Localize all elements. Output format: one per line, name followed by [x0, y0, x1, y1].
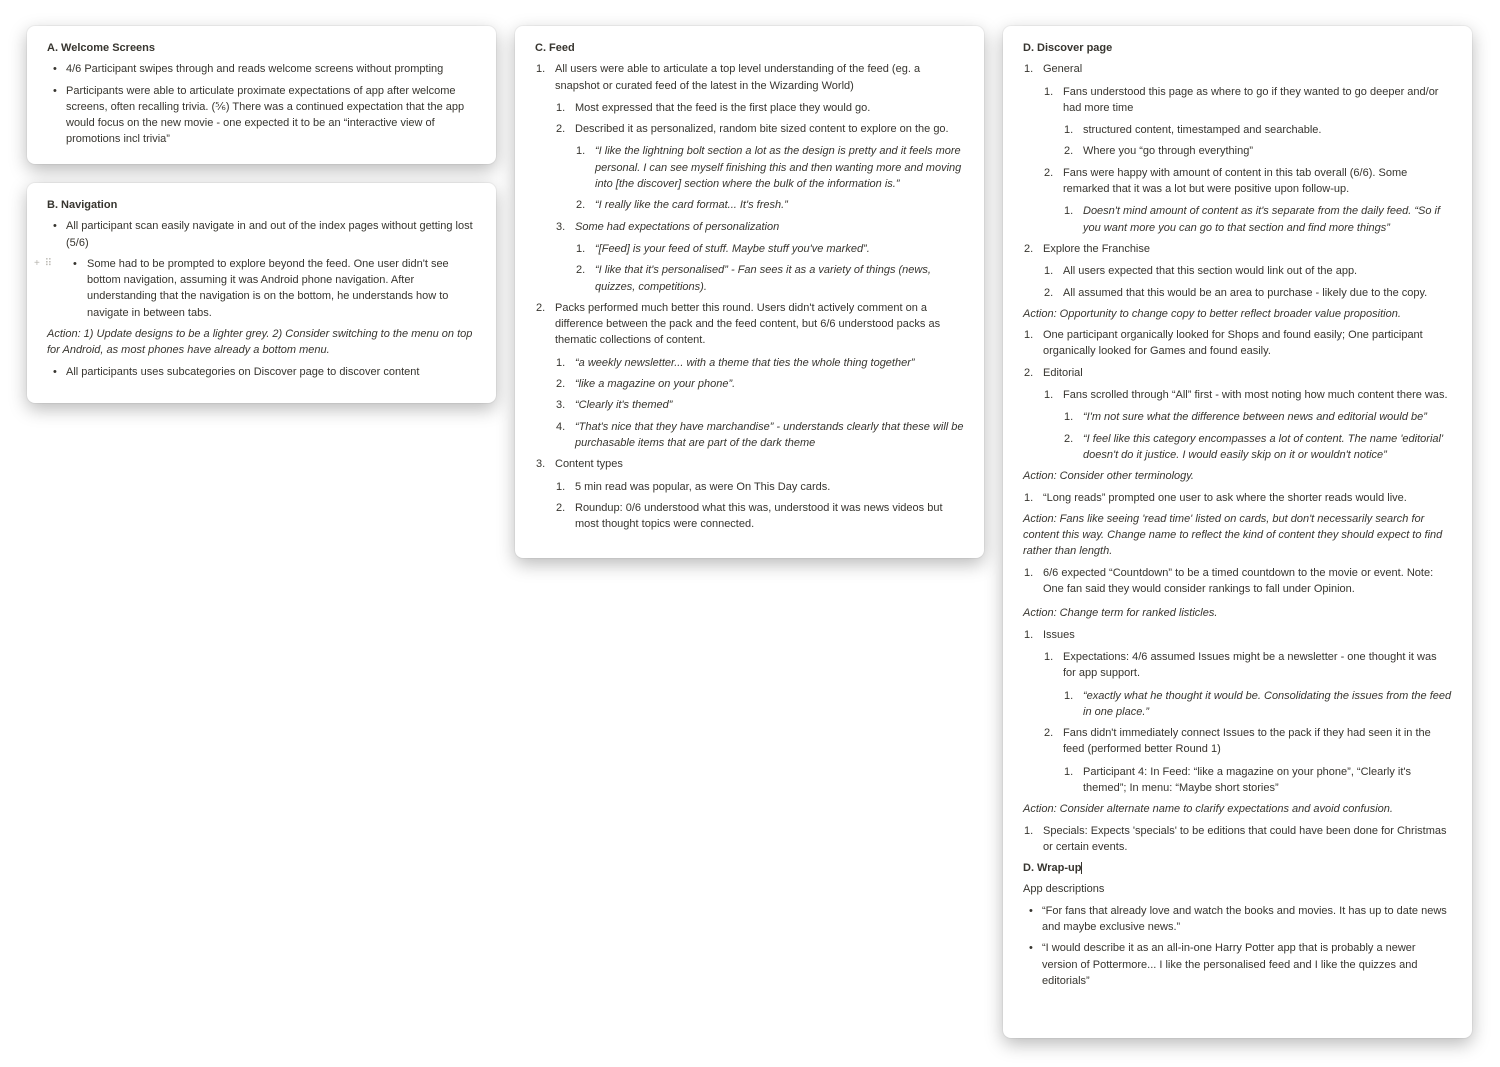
- section-heading: A. Welcome Screens: [47, 42, 156, 54]
- discover-card: [1003, 26, 1472, 1038]
- numbered-list: [1043, 263, 1452, 301]
- action-note: Action: Consider alternate name to clarify expectations and avoid confusion.: [1023, 803, 1393, 816]
- numbered-list: [1023, 61, 1452, 301]
- list-item: 2. “I feel like this category encompasses a lot of content. The name 'editorial' doesn't do it justice. I would easily skip on it or wouldn't notice”: [1064, 432, 1444, 461]
- list-item: 1. “I like the lightning bolt section a lot as the design is pretty and it feels more personal. I can see myself finishing this and then wanting more and moving into [the discover] section where the bulk of the information is.”: [576, 145, 962, 191]
- list-item: 2. All assumed that this would be an area to purchase - likely due to the copy.: [1044, 286, 1428, 299]
- section-heading: D. Discover page: [1023, 42, 1113, 54]
- action-note: Action: Consider other terminology.: [1023, 470, 1194, 483]
- numbered-list: [555, 100, 964, 295]
- numbered-list: [535, 61, 964, 532]
- numbered-list: [1043, 84, 1452, 236]
- numbered-list: [1063, 764, 1452, 797]
- list-item[interactable]: + ⠿ • Some had to be prompted to explore beyond the feed. One user didn't see bottom navigation, assuming it was Android phone navigation. After understanding that the navigation is on the bottom, he understands how to navigate in between tabs.: [34, 257, 449, 319]
- list-item: 2. “I really like the card format... It's fresh.”: [576, 199, 788, 212]
- numbered-list: [1063, 688, 1452, 721]
- bullet-icon: •: [73, 257, 77, 270]
- numbered-list: [575, 241, 964, 295]
- navigation-card: [27, 183, 496, 403]
- numbered-list: [1043, 649, 1452, 796]
- feed-card: [515, 26, 984, 558]
- numbered-list: [1063, 122, 1452, 160]
- list-item: 1. “a weekly newsletter... with a theme that ties the whole thing together”: [556, 356, 915, 369]
- action-note: Action: Change term for ranked listicles.: [1023, 607, 1218, 620]
- list-item: 1. Issues 1. Expectations: 4/6 assumed Issues might be a newsletter - one thought it was for app support. 1. “exactly what he thought it would be. Consolidating the issues from the feed in one place.” 2. Fans didn't immediately connect Issues to the pack if they had seen it in the feed (performed better Round 1) 1. Participant 4: In Feed: “like a magazine on your phone”, “Clearly it's themed”; In menu: “Maybe short stories”: [1023, 627, 1452, 797]
- list-item: 1. “I'm not sure what the difference between news and editorial would be”: [1064, 411, 1427, 424]
- bullet-icon: •: [53, 365, 57, 378]
- bullet-icon: •: [1029, 942, 1033, 955]
- list-item: 1. All users expected that this section would link out of the app.: [1044, 265, 1358, 278]
- list-item: • All participants uses subcategories on Discover page to discover content: [47, 364, 476, 380]
- list-item: 1. Participant 4: In Feed: “like a magazine on your phone”, “Clearly it's themed”; In menu: “Maybe short stories”: [1064, 765, 1411, 794]
- list-item: 1. “[Feed] is your feed of stuff. Maybe stuff you've marked”.: [576, 242, 870, 255]
- list-item: 2. Packs performed much better this round. Users didn't actively comment on a difference between the pack and the feed content, but 6/6 understood packs as thematic collections of content. 1. “a weekly newsletter... with a theme that ties the whole thing together” 2. “like a magazine on your phone”. 3. “Clearly it's themed” 4. “That's nice that they have marchandise” - understands clearly that these will be purchasable items that are part of the dark theme: [535, 300, 964, 451]
- numbered-list: [575, 143, 964, 213]
- list-item: 2. Editorial 1. Fans scrolled through “All” first - with most noting how much content there was. 1. “I'm not sure what the difference between news and editorial would be” 2. “I feel like this category encompasses a lot of content. The name 'editorial' doesn't do it justice. I would easily skip on it or wouldn't notice”: [1023, 365, 1452, 463]
- list-item: 3. Some had expectations of personalization 1. “[Feed] is your feed of stuff. Maybe stuff you've marked”. 2. “I like that it's personalised” - Fan sees it as a variety of things (news, quizzes, competitions).: [555, 219, 964, 295]
- list-item: 1. Doesn't mind amount of content as it's separate from the daily feed. “So if you want more you can go to that section and find more things”: [1064, 205, 1440, 234]
- list-item: 4. “That's nice that they have marchandise” - understands clearly that these will be purchasable items that are part of the dark theme: [556, 420, 964, 449]
- list-item: 2. Fans didn't immediately connect Issues to the pack if they had seen it in the feed (performed better Round 1) 1. Participant 4: In Feed: “like a magazine on your phone”, “Clearly it's themed”; In menu: “Maybe short stories”: [1043, 725, 1452, 796]
- bullet-list: [1023, 903, 1452, 989]
- list-item: 2. Fans were happy with amount of content in this tab overall (6/6). Some remarked that it was a lot but were positive upon follow-up. 1. Doesn't mind amount of content as it's separate from the daily feed. “So if you want more you can go to that section and find more things”: [1043, 165, 1452, 236]
- numbered-list: [1063, 409, 1452, 463]
- bullet-icon: •: [53, 84, 57, 97]
- drag-handle-icon[interactable]: + ⠿: [34, 257, 53, 269]
- list-item: 2. Explore the Franchise 1. All users expected that this section would link out of the app. 2. All assumed that this would be an area to purchase - likely due to the copy.: [1023, 241, 1452, 301]
- list-item: 1. Fans understood this page as where to go if they wanted to go deeper and/or had more time 1. structured content, timestamped and searchable. 2. Where you “go through everything”: [1043, 84, 1452, 160]
- bullet-list: [47, 218, 476, 251]
- list-item: 1. All users were able to articulate a top level understanding of the feed (eg. a snapshot or curated feed of the latest in the Wizarding World) 1. Most expressed that the feed is the first place they would go. 2. Described it as personalized, random bite sized content to explore on the go. 1. “I like the lightning bolt section a lot as the design is pretty and it feels more personal. I can see myself finishing this and then wanting more and moving into [the discover] section where the bulk of the information is.” 2. “I really like the card format... It's fresh.” 3. Some had expectations of personalization 1. “[Feed] is your feed of stuff. Maybe stuff you've marked”. 2. “I like that it's personalised” - Fan sees it as a variety of things (news, quizzes, competitions).: [535, 61, 964, 295]
- list-item: 1. “Long reads” prompted one user to ask where the shorter reads would live.: [1024, 491, 1407, 504]
- numbered-list: [1043, 387, 1452, 463]
- list-item: 1. Expectations: 4/6 assumed Issues might be a newsletter - one thought it was for app support. 1. “exactly what he thought it would be. Consolidating the issues from the feed in one place.”: [1043, 649, 1452, 720]
- numbered-list: [1023, 565, 1452, 598]
- list-item: 1. One participant organically looked for Shops and found easily; One participant organically looked for Games and found easily.: [1024, 329, 1423, 358]
- list-item: 2. Described it as personalized, random bite sized content to explore on the go. 1. “I like the lightning bolt section a lot as the design is pretty and it feels more personal. I can see myself finishing this and then wanting more and moving into [the discover] section where the bulk of the information is.” 2. “I really like the card format... It's fresh.”: [555, 121, 964, 213]
- list-item: 2. Where you “go through everything”: [1064, 145, 1253, 158]
- list-item: • 4/6 Participant swipes through and reads welcome screens without prompting: [47, 61, 476, 77]
- bullet-list: [47, 61, 476, 147]
- section-heading: C. Feed: [535, 42, 575, 54]
- text-cursor: [1081, 862, 1082, 874]
- numbered-list: [1023, 823, 1452, 856]
- list-item: 2. Roundup: 0/6 understood what this was, understood it was news videos but most thought topics were connected.: [556, 501, 943, 531]
- list-item: 3. “Clearly it's themed”: [556, 399, 673, 412]
- list-item: 1. Specials: Expects 'specials' to be editions that could have been done for Christmas or certain events.: [1024, 824, 1447, 853]
- list-item: 2. “like a magazine on your phone”.: [556, 378, 736, 391]
- bullet-list: [34, 256, 476, 321]
- bullet-icon: •: [53, 220, 57, 233]
- section-heading: B. Navigation: [47, 199, 118, 211]
- action-note: Action: Fans like seeing 'read time' listed on cards, but don't necessarily search for content this way. Change name to reflect the kind of content they should expect to find rather than length.: [1023, 512, 1443, 558]
- numbered-list: [1023, 627, 1452, 797]
- numbered-list: [1023, 327, 1452, 463]
- numbered-list: [555, 479, 964, 533]
- list-item: 1. Fans scrolled through “All” first - with most noting how much content there was. 1. “I'm not sure what the difference between news and editorial would be” 2. “I feel like this category encompasses a lot of content. The name 'editorial' doesn't do it justice. I would easily skip on it or wouldn't notice”: [1043, 387, 1452, 463]
- list-item: 3. Content types 1. 5 min read was popular, as were On This Day cards. 2. Roundup: 0/6 understood what this was, understood it was news videos but most thought topics were connected.: [535, 456, 964, 532]
- list-item: • “I would describe it as an all-in-one Harry Potter app that is probably a newer version of Pottermore... I like the personalised feed and I like the quizzes and editorials”: [1029, 942, 1418, 987]
- numbered-list: [1063, 203, 1452, 236]
- list-item: 1. 5 min read was popular, as were On This Day cards.: [556, 480, 831, 493]
- action-note: Action: Opportunity to change copy to better reflect broader value proposition.: [1023, 307, 1401, 320]
- list-item: • Participants were able to articulate proximate expectations of app after welcome screens, often recalling trivia. (⅚) There was a continued expectation that the app would focus on the new movie - one expected it to be an “interactive view of promotions incl trivia”: [53, 84, 465, 146]
- list-item: 1. “exactly what he thought it would be. Consolidating the issues from the feed in one place.”: [1064, 689, 1452, 718]
- list-item: 2. “I like that it's personalised” - Fan sees it as a variety of things (news, quizzes, competitions).: [576, 264, 931, 293]
- list-item: 1. Most expressed that the feed is the first place they would go.: [556, 101, 871, 114]
- bullet-icon: •: [1029, 904, 1033, 917]
- list-item: • All participant scan easily navigate in and out of the index pages without getting lost (5/6): [53, 220, 473, 249]
- list-item: 1. structured content, timestamped and searchable.: [1064, 124, 1322, 137]
- list-item: 1. General 1. Fans understood this page as where to go if they wanted to go deeper and/or had more time 1. structured content, timestamped and searchable. 2. Where you “go through everything” 2. Fans were happy with amount of content in this tab overall (6/6). Some remarked that it was a lot but were positive upon follow-up. 1. Doesn't mind amount of content as it's separate from the daily feed. “So if you want more you can go to that section and find more things”: [1023, 61, 1452, 236]
- numbered-list: [1023, 490, 1452, 506]
- numbered-list: [555, 355, 964, 451]
- action-note: Action: 1) Update designs to be a lighter grey. 2) Consider switching to the menu on top for Android, as most phones have already a bottom menu.: [47, 328, 473, 357]
- list-item: 1. 6/6 expected “Countdown” to be a timed countdown to the movie or event. Note: One fan said they would consider rankings to fall under Opinion.: [1024, 566, 1434, 596]
- bullet-icon: •: [53, 63, 57, 76]
- list-item: • “For fans that already love and watch the books and movies. It has up to date news and maybe exclusive news.”: [1029, 904, 1447, 934]
- wrap-up-heading[interactable]: D. Wrap-up: [1023, 862, 1082, 875]
- welcome-screens-card: [27, 26, 496, 164]
- wrap-up-subtitle: App descriptions: [1023, 883, 1105, 896]
- bullet-list: [47, 364, 476, 380]
